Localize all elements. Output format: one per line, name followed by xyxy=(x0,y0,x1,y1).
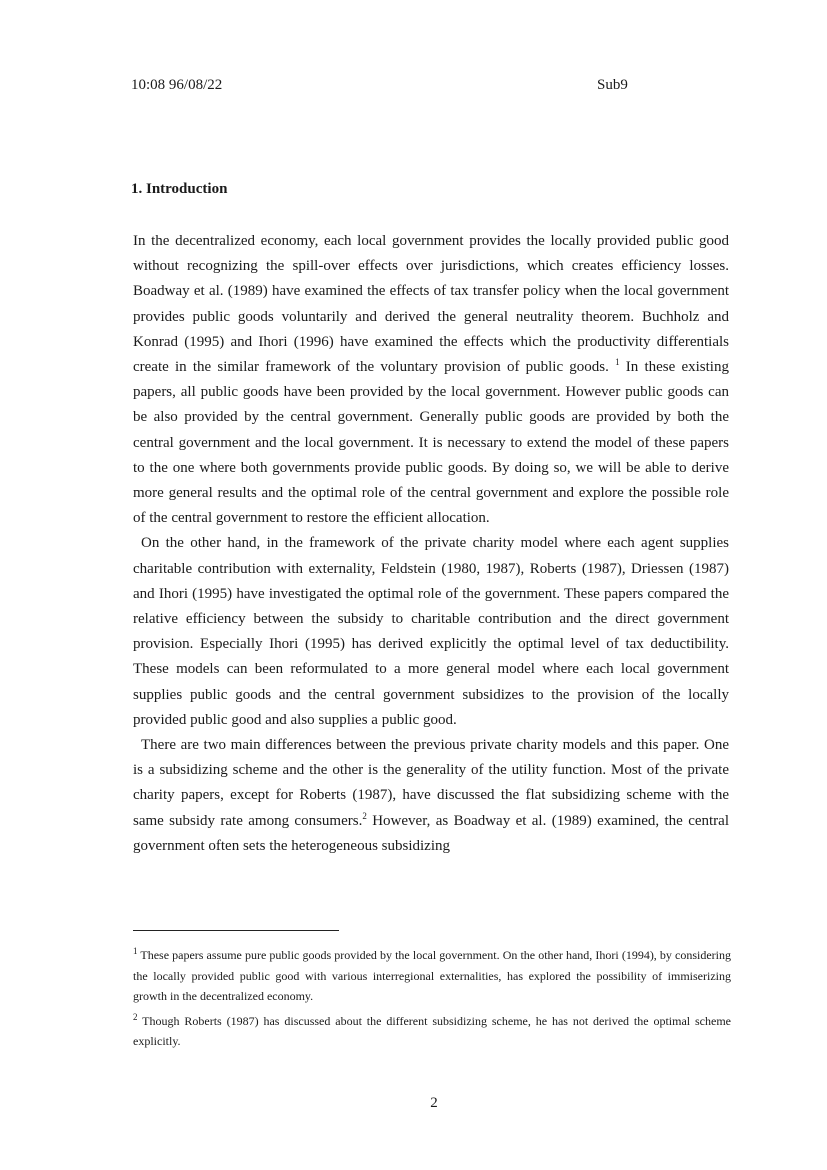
footnote-1-text: These papers assume pure public goods provided by the local government. On the other hand, Ihori (1994), by considering the locally provided public good with various interregional externalities, has explored the possibility of immiserizing growth in the decentralized economy. xyxy=(133,948,731,1003)
footnote-divider xyxy=(133,930,339,931)
paragraph-3 xyxy=(133,733,729,859)
header-file-id: Sub9 xyxy=(597,77,628,93)
paragraph-1-text-b: In these existing papers, all public goods have been provided by the local government. However public goods can be also provided by the central government. Generally public goods are provided by both the central government and the local government. It is necessary to extend the model of these papers to the one where both governments provide public goods. By doing so, we will be able to derive more general results and the optimal role of the central government and explore the possible role of the central government to restore the efficient allocation. xyxy=(133,359,729,527)
footnote-ref-1: 1 xyxy=(615,357,620,368)
footnote-1 xyxy=(133,945,731,1007)
paragraph-3-text-b: However, as Boadway et al. (1989) examined, the central government often sets the heterogeneous subsidizing xyxy=(133,812,729,854)
paragraph-2 xyxy=(133,531,729,733)
paragraph-1 xyxy=(133,229,729,531)
footnote-mark-2: 2 xyxy=(133,1011,138,1022)
footnote-2 xyxy=(133,1011,731,1052)
page-number: 2 xyxy=(430,1095,438,1111)
footnote-mark-1: 1 xyxy=(133,946,138,956)
paragraph-2-text: On the other hand, in the framework of the private charity model where each agent supplies charitable contribution with externality, Feldstein (1980, 1987), Roberts (1987), Driessen (1987) and Ihori (1995) have investigated the optimal role of the government. These papers compared the relative efficiency between the subsidy to charitable contribution and the direct government provision. Especially Ihori (1995) has derived explicitly the optimal level of tax deductibility. These models can been reformulated to a more general model where each local government supplies public goods and the central government subsidizes to the provision of the locally provided public good and also supplies a public good. xyxy=(133,535,729,728)
body-text xyxy=(133,229,729,859)
paragraph-3-text-a: There are two main differences between the previous private charity models and this paper. One is a subsidizing scheme and the other is the generality of the utility function. Most of the private charity papers, except for Roberts (1987), have discussed the flat subsidizing scheme with the same subsidy rate among consumers. xyxy=(133,737,729,829)
footnote-ref-2: 2 xyxy=(362,810,367,821)
paragraph-1-text-a: In the decentralized economy, each local government provides the locally provided public good without recognizing the spill-over effects over jurisdictions, which creates efficiency losses. Boadway et al. (1989) have examined the effects of tax transfer policy when the local government provides public goods voluntarily and derived the general neutrality theorem. Buchholz and Konrad (1995) and Ihori (1996) have examined the effects which the productivity differentials create in the similar framework of the voluntary provision of public goods. xyxy=(133,233,729,376)
footnotes xyxy=(133,945,731,1056)
section-title: 1. Introduction xyxy=(131,181,228,197)
footnote-2-text: Though Roberts (1987) has discussed about the different subsidizing scheme, he has not derived the optimal scheme explicitly. xyxy=(133,1013,731,1048)
header-timestamp: 10:08 96/08/22 xyxy=(131,77,223,93)
